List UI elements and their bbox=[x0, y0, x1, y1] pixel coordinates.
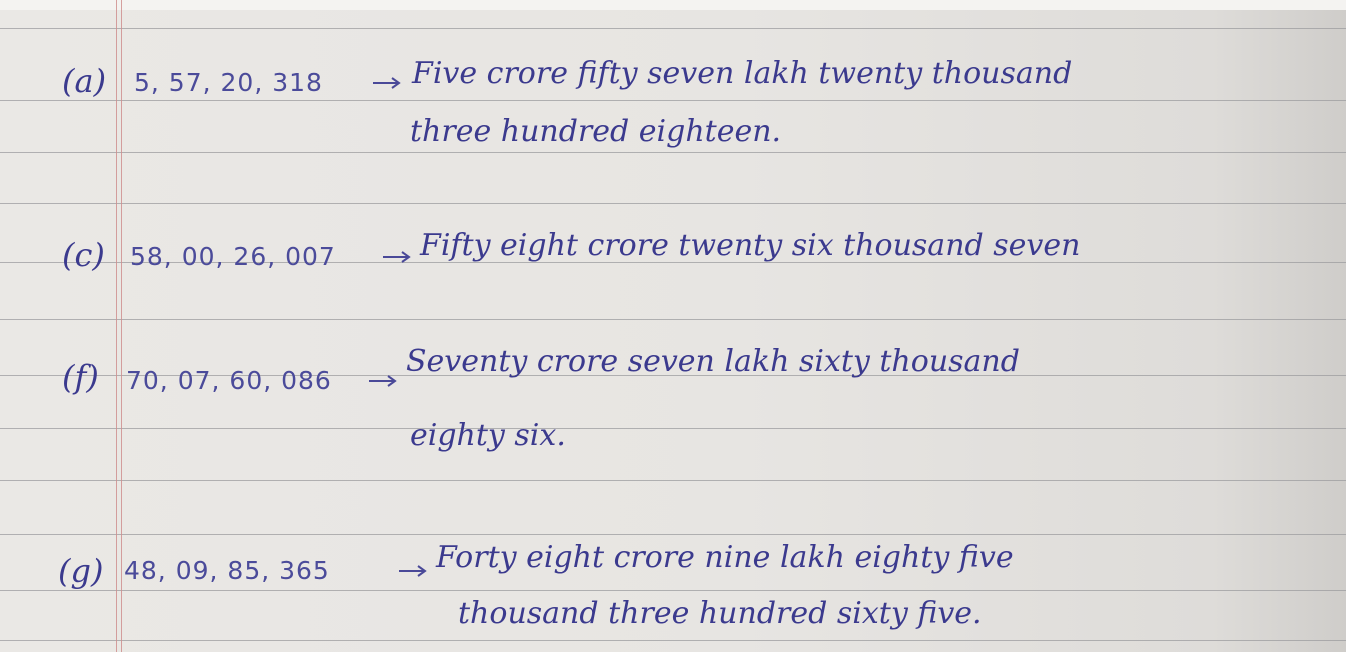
ruled-line bbox=[0, 319, 1346, 320]
ruled-line bbox=[0, 100, 1346, 101]
entry-label: (f) bbox=[62, 358, 99, 396]
margin-line bbox=[116, 0, 117, 652]
page-top-edge bbox=[0, 0, 1346, 10]
arrow-right-icon bbox=[398, 564, 428, 578]
ruled-line bbox=[0, 152, 1346, 153]
entry-number: 58, 00, 26, 007 bbox=[130, 242, 336, 271]
arrow-right-icon bbox=[382, 250, 412, 264]
ruled-line bbox=[0, 640, 1346, 641]
entry-words-line2: three hundred eighteen. bbox=[410, 114, 782, 149]
entry-words-line1: Forty eight crore nine lakh eighty five bbox=[436, 540, 1014, 575]
entry-number: 70, 07, 60, 086 bbox=[126, 366, 332, 395]
arrow-right-icon bbox=[372, 76, 402, 90]
ruled-line bbox=[0, 28, 1346, 29]
entry-label: (g) bbox=[58, 552, 104, 590]
entry-words-line1: Seventy crore seven lakh sixty thousand bbox=[406, 344, 1020, 379]
ruled-line bbox=[0, 534, 1346, 535]
entry-words-line1: Five crore fifty seven lakh twenty thousand bbox=[412, 56, 1073, 91]
ruled-line bbox=[0, 480, 1346, 481]
entry-words-line1: Fifty eight crore twenty six thousand seven bbox=[420, 228, 1081, 263]
entry-label: (a) bbox=[62, 62, 107, 100]
ruled-line bbox=[0, 203, 1346, 204]
arrow-right-icon bbox=[368, 374, 398, 388]
ruled-line bbox=[0, 590, 1346, 591]
entry-words-line2: thousand three hundred sixty five. bbox=[458, 596, 982, 631]
entry-words-line2: eighty six. bbox=[410, 418, 566, 453]
entry-number: 48, 09, 85, 365 bbox=[124, 556, 330, 585]
entry-label: (c) bbox=[62, 236, 105, 274]
entry-number: 5, 57, 20, 318 bbox=[134, 68, 323, 97]
ruled-line bbox=[0, 428, 1346, 429]
margin-line bbox=[121, 0, 122, 652]
